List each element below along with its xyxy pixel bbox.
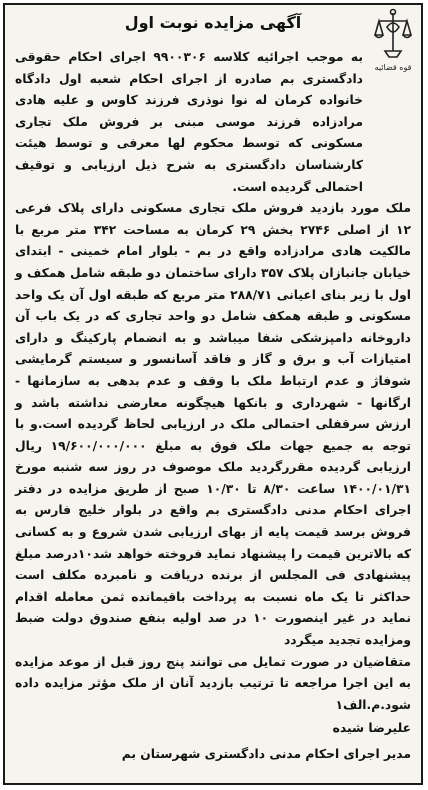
signatory-title: مدیر اجرای احکام مدنی دادگستری شهرستان بم <box>121 747 411 761</box>
notice-title: آگهی مزایده نوبت اول <box>124 13 302 32</box>
notice-frame <box>3 3 423 785</box>
emblem-caption: قوه قضائیه <box>374 63 412 72</box>
notice-body <box>15 47 411 716</box>
notice-paragraph: متقاضیان در صورت تمایل می توانند پنج روز قبل از موعد مزایده به این اجرا مراجعه تا ترتیب بازدید آنان از ملک مؤثر مزایده داده شود.م.الف۱ <box>15 654 411 712</box>
notice-paragraph: به موجب اجرائیه کلاسه ۹۹۰۰۳۰۶ اجرای احکام حقوقی دادگستری بم صادره از اجرای احکام شعبه اول دادگاه خانواده کرمان له نوا نوذری فرزند کاوس و علیه هادی مرادزاده فرزند موسی مبنی بر فروش ملک تجاری مسکونی که توسط محکوم لها معرفی و توسط هیئت کارشناسان دادگستری به شرح ذیل ارزیابی و توقیف احتمالی گردیده است. <box>15 50 363 194</box>
notice-header <box>5 5 421 72</box>
notice-paragraph: ملک مورد بازدید فروش ملک تجاری مسکونی دارای پلاک فرعی ۱۲ از اصلی ۲۷۴۶ بخش ۲۹ کرمان به مساحت ۳۴۲ متر مربع با مالکیت هادی مرادزاده واقع در بم - بلوار امام خمینی - ابتدای خیابان جانبازان پلاک ۳۵۷ دارای ساختمان دو طبقه شامل همکف و اول با زیر بنای اعیانی ۲۸۸/۷۱ متر مربع که طبقه اول آن یک واحد مسکونی و طبقه همکف شامل دو واحد تجاری که در یک باب آن داروخانه دامپزشکی شفا میباشد و به انضمام پارکینگ و دارای امتیازات آب و برق و گاز و فاقد آسانسور و سیستم گرمایشی شوفاژ و عدم ارتباط ملک با وقف و عدم بدهی به سازمانها - ارگانها - شهرداری و بانکها هیچگونه معارضی نداشته باشد و ارزش سرقفلی احتمالی ملک در ارزیابی لحاظ گردیده است.و با توجه به جمیع جهات ملک فوق به مبلغ ۱۹/۶۰۰/۰۰۰/۰۰۰ ریال ارزیابی گردیده مقررگردید ملک موصوف در روز سه شنبه مورخ ۱۴۰۰/۰۱/۳۱ ساعت ۸/۳۰ تا ۱۰/۳۰ صبح از طریق مزایده در دفتر اجرای احکام مدنی دادگستری بم واقع در بلوار خلیج فارس به فروش برسد قیمت پایه از بهای ارزیابی شدن شروع و به کسانی که بالاترین قیمت را پیشنهاد نماید فروخته خواهد شد۱۰درصد مبلغ پیشنهادی فی المجلس از برنده دریافت و نامبرده مکلف است حداکثر تا یک ماه نسبت به پرداخت باقیمانده ثمن معامله اقدام نماید در غیر اینصورت ۱۰ در صد اولیه بنفع صندوق دولت ضبط ومزایده تجدید میگردد <box>15 201 412 648</box>
signatory-name: علیرضا شیده <box>332 721 411 735</box>
